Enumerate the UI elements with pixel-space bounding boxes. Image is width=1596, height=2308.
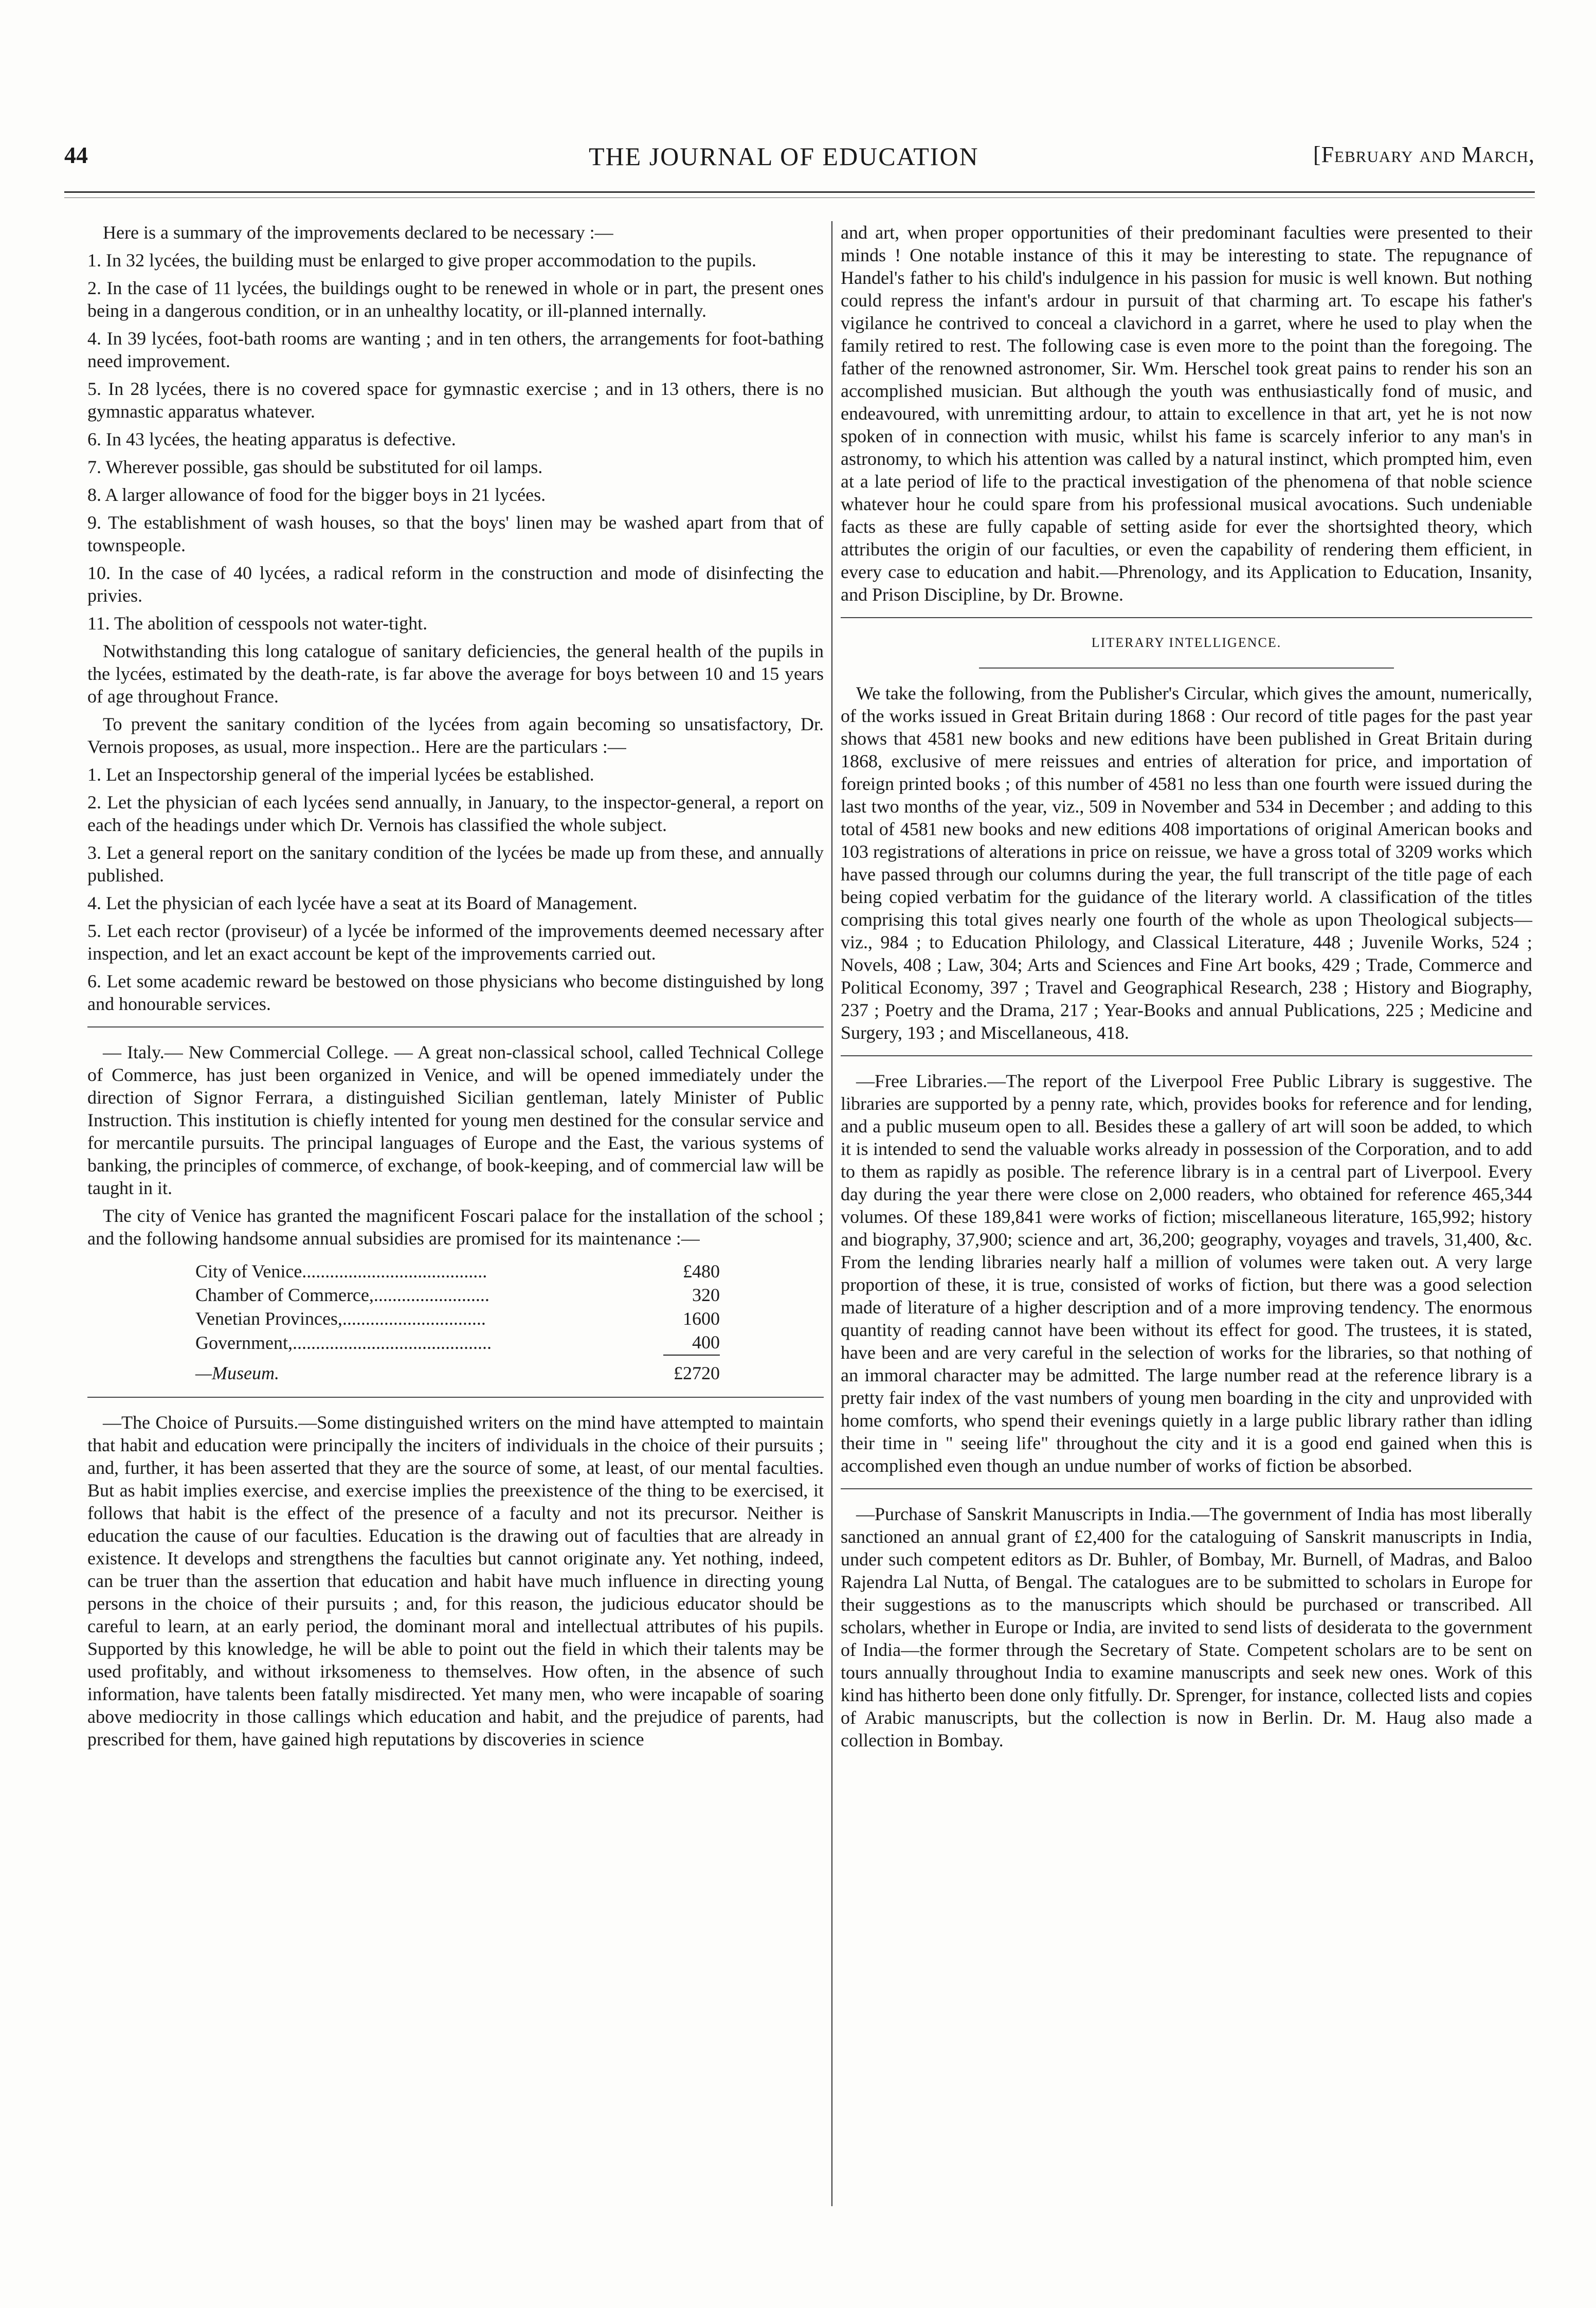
header-rule <box>64 191 1535 193</box>
museum-heading: —Museum. <box>195 1362 279 1383</box>
italy-college-article: — Italy.— New Commercial College. — A great non-classical school, called Technical College of Commerce, has just been organized in Venice, and will be opened immediately under the direction of Signor Ferrara, a distinguished Sicilian gentleman, lately Minister of Public Instruction. This institution is chiefly intented for young men destined for the consular service and for mercantile pursuits. The principal languages of Europe and the East, the various systems of banking, the principles of commerce, of exchange, of book-keeping, and of commercial law will be taught in it. <box>87 1042 824 1198</box>
left-column <box>87 221 824 1756</box>
improvement-item: 2. In the case of 11 lycées, the buildings ought to be renewed in whole or in part, the present ones being in a dangerous condition, or in an unhealthy locatity, or ill-planned internally. <box>87 278 824 321</box>
improvement-item: 5. In 28 lycées, there is no covered space for gymnastic exercise ; and in 13 others, there is no gymnastic apparatus whatever. <box>87 378 824 422</box>
literary-intelligence-heading: LITERARY INTELLIGENCE. <box>1091 635 1282 650</box>
summary-intro: Here is a summary of the improvements declared to be necessary :— <box>103 222 613 243</box>
improvement-item: 9. The establishment of wash houses, so that the boys' linen may be washed apart from that of townspeople. <box>87 512 824 555</box>
improvement-item: 4. In 39 lycées, foot-bath rooms are wanting ; and in ten others, the arrangements for foot-bathing need improvement. <box>87 328 824 371</box>
page-header <box>64 141 1535 183</box>
section-rule <box>87 1397 824 1398</box>
table-row: Chamber of Commerce,......................... 320 <box>195 1285 720 1305</box>
improvement-item: 10. In the case of 40 lycées, a radical reform in the construction and mode of disinfecting the privies. <box>87 563 824 606</box>
column-divider <box>831 221 832 2206</box>
improvement-item: 6. In 43 lycées, the heating apparatus is defective. <box>87 429 456 449</box>
table-row: Government,........................................... 400 <box>195 1332 720 1353</box>
section-rule <box>841 1488 1532 1489</box>
running-title: THE JOURNAL OF EDUCATION <box>589 142 979 171</box>
phrenology-continuation: and art, when proper opportunities of their predominant faculties were presented to their minds ! One notable instance of this it may be interesting to state. The repugnance of Handel's father to his child's indulgence in his passion for music is well known. But nothing could repress the infant's ardour in pursuit of that charming art. To escape his father's vigilance he contrived to conceal a clavichord in a garret, where he used to play when the family retired to rest. The following case is even more to the point than the foregoing. The father of the renowned astronomer, Sir. Wm. Herschel took great pains to render his son an accomplished musician. But although the youth was enthusiastically fond of music, and endeavoured, with unremitting ardour, to attain to excellence in that art, yet he is not now spoken of in connection with music, whilst his fame is scarcely inferior to any man's in astronomy, to which his attention was called by a natural instinct, which prompted him, even at a late period of life to the practical investigation of the phenomena of that noble science whatever hour he could spare from his professional musical avocations. Such undeniable facts as these are fully capable of setting aside for ever the shortsighted theory, which attributes the origin of our faculties, or even the capability of rendering them efficient, in every case to education and habit.—Phrenology, and its Application to Education, Insanity, and Prison Discipline, by Dr. Browne. <box>841 222 1532 605</box>
subsidies-total: £2720 <box>663 1355 720 1385</box>
page-number: 44 <box>64 142 88 168</box>
subsidies-table <box>195 1260 720 1385</box>
venice-grant-paragraph: The city of Venice has granted the magnificent Foscari palace for the installation of the school ; and the following handsome annual subsidies are promised for its maintenance :— <box>87 1205 824 1249</box>
table-row: City of Venice........................................ £480 <box>195 1261 720 1282</box>
header-rule-thin <box>64 197 1535 198</box>
particular-item: 5. Let each rector (proviseur) of a lycée be informed of the improvements deemed necessary after inspection, and let an exact account be kept of the improvements carried out. <box>87 921 824 964</box>
free-libraries-article: —Free Libraries.—The report of the Liverpool Free Public Library is suggestive. The libraries are supported by a penny rate, which, provides books for reference and for lending, and a public museum open to all. Besides these a gallery of art will soon be added, to which it is intended to send the valuable works already in possession of the Corporation, and to add to them as rapidly as posible. The reference library is in a central part of Liverpool. Every day during the year there were close on 2,000 readers, who obtained for reference 465,344 volumes. Of these 189,841 were works of fiction; miscellaneous literature, 165,992; history and biography, 37,900; science and art, 36,200; geography, voyages and travels, 31,400, &c. From the lending libraries nearly half a million of volumes were taken out. A very large proportion of these, it is true, consisted of works of fiction, but there was a good selection made of literature of a higher description and of a more improving tendency. The enormous quantity of reading cannot have been without its effect for good. The trustees, it is stated, have been and are very careful in the selection of works for the libraries, so that nothing of an immoral character may be admitted. The large number read at the reference library is a pretty fair index of the vast numbers of young men boarding in the city and unprovided with home comforts, who spend their evenings quietly in a large public library rather than idling their time in " seeing life" throughout the city and it is a good end gained when this is accomplished even though an undue number of works of fiction be absorbed. <box>841 1071 1532 1476</box>
literary-intelligence-article: We take the following, from the Publisher's Circular, which gives the amount, numerically, of the works issued in Great Britain during 1868 : Our record of title pages for the past year shows that 4581 new books and new editions have been published in Great Britain during 1868, exclusive of mere reissues and entries of alteration for price, and importation of foreign printed books ; of this number of 4581 no less than one fourth were issued during the last two months of the year, viz., 509 in November and 534 in December ; and adding to this total of 4581 new books and new editions 408 importations of original American books and 103 registrations of alterations in price on reissue, we have a gross total of 3209 works which have passed through our columns during the year, the full transcript of the title page of each being copied verbatim for the guidance of the literary world. A classification of the titles comprising this total gives nearly one fourth of the whole as upon Theological subjects—viz., 984 ; to Education Philology, and Classical Literature, 448 ; Juvenile Works, 524 ; Novels, 408 ; Law, 304; Arts and Sciences and Fine Art books, 429 ; Trade, Commerce and Political Economy, 397 ; Travel and Geographical Research, 238 ; History and Biography, 237 ; Poetry and the Drama, 217 ; Year-Books and annual Publications, 225 ; Medicine and Surgery, 193 ; and Miscellaneous, 418. <box>841 683 1532 1043</box>
improvement-item: 1. In 32 lycées, the building must be enlarged to give proper accommodation to the pupils. <box>87 250 757 271</box>
improvement-item: 11. The abolition of cesspools not water-tight. <box>87 613 428 634</box>
particular-item: 2. Let the physician of each lycées send annually, in January, to the inspector-general, a report on each of the headings under which Dr. Vernois has classified the whole subject. <box>87 792 824 835</box>
improvement-item: 7. Wherever possible, gas should be substituted for oil lamps. <box>87 457 543 477</box>
total-row <box>195 1355 720 1385</box>
section-rule <box>841 1055 1532 1056</box>
particular-item: 3. Let a general report on the sanitary condition of the lycées be made up from these, and annually published. <box>87 842 824 886</box>
section-rule-short <box>979 668 1394 669</box>
particular-item: 4. Let the physician of each lycée have a seat at its Board of Management. <box>87 893 638 913</box>
sanskrit-manuscripts-article: —Purchase of Sanskrit Manuscripts in India.—The government of India has most liberally sanctioned an annual grant of £2,400 for the cataloguing of Sanskrit manuscripts in India, under such competent editors as Dr. Buhler, of Bombay, Mr. Burnell, of Madras, and Baloo Rajendra Lal Nutta, of Bengal. The catalogues are to be submitted to scholars in Europe for their suggestions as to the manuscripts which should be purchased or transcribed. All scholars, whether in Europe or India, are invited to send lists of desiderata to the government of India—the former through the Secretary of State. Competent scholars are to be sent on tours annually throughout India to examine manuscripts and seek new ones. Work of this kind has hitherto been done only fitfully. Dr. Sprenger, for instance, collected lists and copies of Arabic manuscripts, but the collection is now in Berlin. Dr. M. Haug also made a collection in Bombay. <box>841 1504 1532 1751</box>
improvement-item: 8. A larger allowance of food for the bigger boys in 21 lycées. <box>87 484 546 505</box>
right-column <box>841 221 1532 1757</box>
section-rule <box>87 1026 824 1027</box>
particular-item: 6. Let some academic reward be bestowed on those physicians who become distinguished by long and honourable services. <box>87 971 824 1014</box>
table-row: Venetian Provinces,............................... 1600 <box>195 1308 720 1329</box>
choice-of-pursuits-article: —The Choice of Pursuits.—Some distinguished writers on the mind have attempted to maintain that habit and education were principally the inciters of individuals in the choice of their pursuits ; and, further, it has been asserted that they are the source of some, at least, of our mental faculties. But as habit implies exercise, and exercise implies the preexistence of the thing to be exercised, it follows that habit is the effect of the presence of a faculty and not its precursor. Neither is education the cause of our faculties. Education is the drawing out of faculties that are already in existence. It develops and strengthens the faculties but cannot originate any. Yet nothing, indeed, can be truer than the assertion that education and habit have much influence in directing young persons in the choice of their pursuits ; and, for this reason, the judicious educator should be careful to learn, at an early period, the dominant moral and intellectual attributes of his pupils. Supported by this knowledge, he will be able to point out the field in which their talents may be used profitably, and without irksomeness to themselves. How often, in the absence of such information, have talents been fatally misdirected. Yet many men, who were incapable of soaring above mediocrity in those callings which education and habit, and the prejudice of parents, had prescribed for them, have gained high reputations by discoveries in science <box>87 1412 824 1750</box>
inspection-paragraph: To prevent the sanitary condition of the lycées from again becoming so unsatisfactory, Dr. Vernois proposes, as usual, more inspection.. Here are the particulars :— <box>87 714 824 757</box>
running-date: [February and March, <box>1313 142 1535 167</box>
section-rule <box>841 617 1532 618</box>
health-paragraph: Notwithstanding this long catalogue of sanitary deficiencies, the general health of the pupils in the lycées, estimated by the death-rate, is far above the average for boys between 10 and 15 years of age throughout France. <box>87 641 824 707</box>
particular-item: 1. Let an Inspectorship general of the imperial lycées be established. <box>87 764 594 785</box>
